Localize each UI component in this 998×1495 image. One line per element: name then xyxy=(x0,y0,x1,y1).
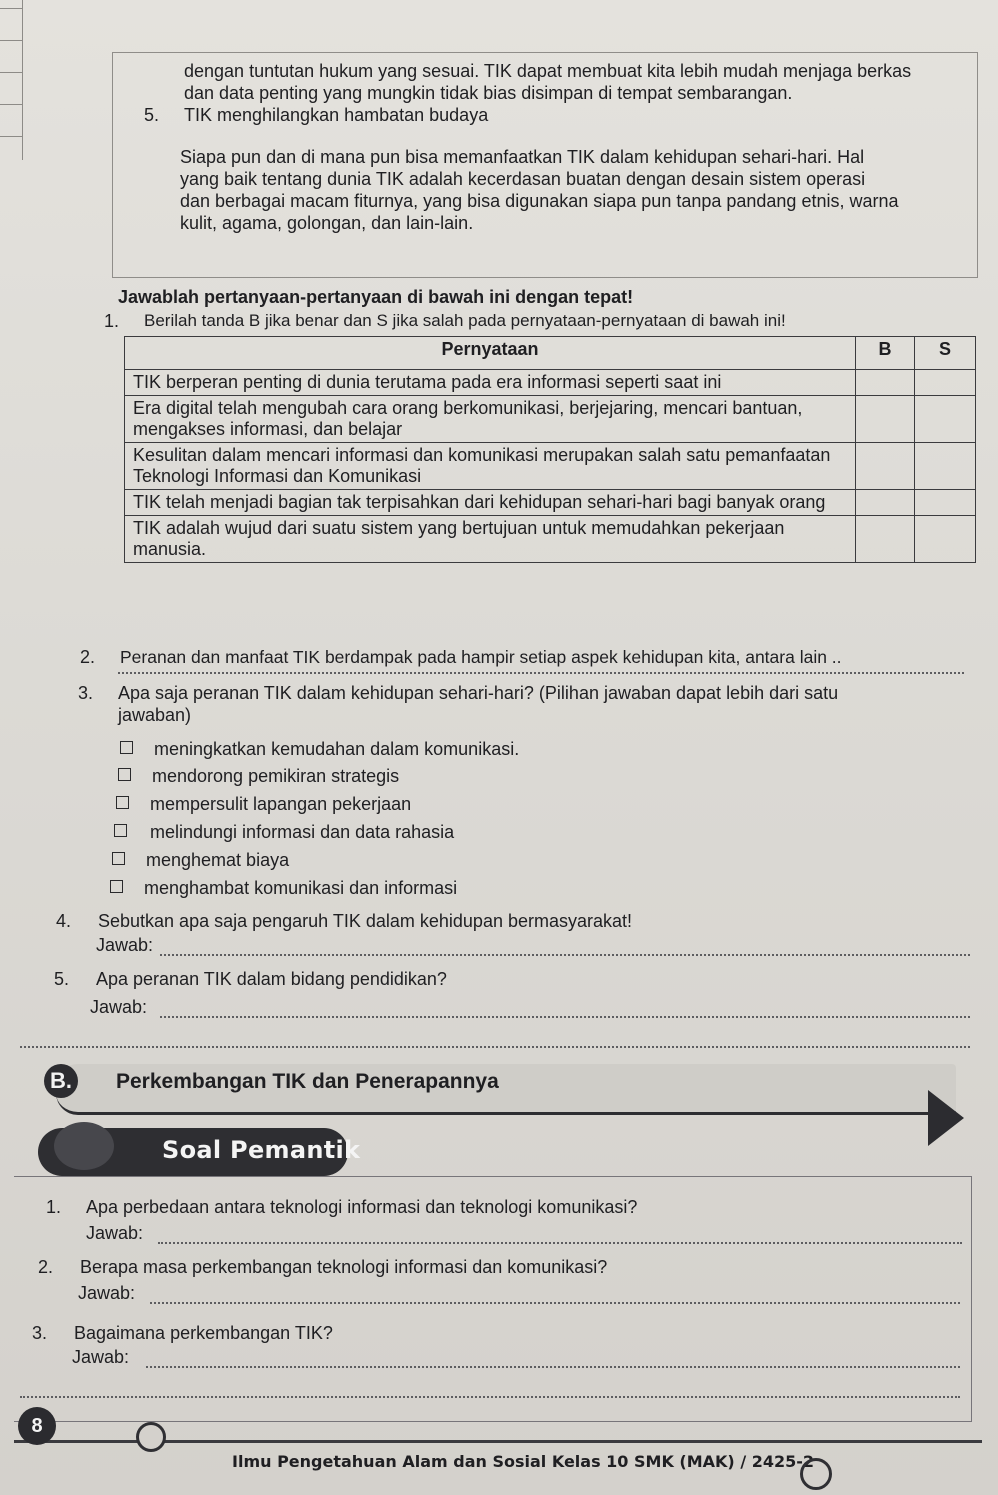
statement-cell: Kesulitan dalam mencari informasi dan komunikasi merupakan salah satu pemanfaatan Teknologi Informasi dan Komunikasi xyxy=(125,443,856,490)
q3-number: 3. xyxy=(78,683,94,703)
answer-cell-b[interactable] xyxy=(856,516,915,563)
q1-number: 1. xyxy=(104,311,120,331)
q4-answer-line[interactable] xyxy=(160,954,970,956)
true-false-table xyxy=(124,336,976,563)
footer-circle-icon xyxy=(800,1458,832,1490)
sp-q2-text: Berapa masa perkembangan teknologi informasi dan komunikasi? xyxy=(80,1257,608,1277)
q4-text: Sebutkan apa saja pengaruh TIK dalam kehidupan bermasyarakat! xyxy=(98,911,633,931)
answer-cell-s[interactable] xyxy=(915,443,976,490)
option-label: menghemat biaya xyxy=(146,850,290,870)
table-row xyxy=(125,516,976,563)
soal-pemantik-label: Soal Pemantik xyxy=(162,1136,361,1164)
point5-line-1: Siapa pun dan di mana pun bisa memanfaatkan TIK dalam kehidupan sehari-hari. Hal xyxy=(180,147,865,167)
answer-cell-s[interactable] xyxy=(915,396,976,443)
point5-title: TIK menghilangkan hambatan budaya xyxy=(184,105,489,125)
option-label: mempersulit lapangan pekerjaan xyxy=(150,794,412,814)
q2-text: Peranan dan manfaat TIK berdampak pada hampir setiap aspek kehidupan kita, antara lain .. xyxy=(120,647,842,667)
sp-q3-text: Bagaimana perkembangan TIK? xyxy=(74,1323,333,1343)
header-b: B xyxy=(856,337,915,370)
table-row xyxy=(125,443,976,490)
q3-text: Apa saja peranan TIK dalam kehidupan sehari-hari? (Pilihan jawaban dapat lebih dari satu xyxy=(118,683,839,703)
option-label: menghambat komunikasi dan informasi xyxy=(144,878,458,898)
statement-cell: TIK telah menjadi bagian tak terpisahkan dari kehidupan sehari-hari bagi banyak orang xyxy=(125,490,856,516)
table-row xyxy=(125,490,976,516)
answer-cell-s[interactable] xyxy=(915,370,976,396)
point5-line-4: kulit, agama, golongan, dan lain-lain. xyxy=(180,213,474,233)
sp-q3-number: 3. xyxy=(32,1323,48,1343)
option-checkbox[interactable] xyxy=(116,796,129,809)
q5-text: Apa peranan TIK dalam bidang pendidikan? xyxy=(96,969,447,989)
option-checkbox[interactable] xyxy=(120,741,133,754)
option-label: mendorong pemikiran strategis xyxy=(152,766,400,786)
answer-cell-b[interactable] xyxy=(856,396,915,443)
answer-cell-b[interactable] xyxy=(856,490,915,516)
sp-q3-answer-line-2[interactable] xyxy=(20,1396,960,1398)
sp-q1-number: 1. xyxy=(46,1197,62,1217)
table-row xyxy=(125,396,976,443)
header-pernyataan: Pernyataan xyxy=(125,337,856,370)
statement-cell: TIK adalah wujud dari suatu sistem yang bertujuan untuk memudahkan pekerjaan manusia. xyxy=(125,516,856,563)
q5-answer-line[interactable] xyxy=(160,1016,970,1018)
option-checkbox[interactable] xyxy=(118,768,131,781)
sp-q3-answer-label: Jawab: xyxy=(72,1347,130,1367)
sp-q1-answer-line[interactable] xyxy=(158,1242,962,1244)
sp-q1-text: Apa perbedaan antara teknologi informasi dan teknologi komunikasi? xyxy=(86,1197,638,1217)
option-checkbox[interactable] xyxy=(114,824,127,837)
q1-text: Berilah tanda B jika benar dan S jika salah pada pernyataan-pernyataan di bawah ini! xyxy=(144,311,786,330)
point5-number: 5. xyxy=(144,105,160,125)
header-s: S xyxy=(915,337,976,370)
statement-cell: Era digital telah mengubah cara orang berkomunikasi, berjejaring, mencari bantuan, mengakses informasi, dan belajar xyxy=(125,396,856,443)
q2-number: 2. xyxy=(80,647,96,667)
intro-line-2: dan data penting yang mungkin tidak bias disimpan di tempat sembarangan. xyxy=(184,83,793,103)
q5-answer-label: Jawab: xyxy=(90,997,148,1017)
q5-number: 5. xyxy=(54,969,70,989)
option-checkbox[interactable] xyxy=(112,852,125,865)
answer-cell-s[interactable] xyxy=(915,516,976,563)
table-header-row xyxy=(125,337,976,370)
q2-answer-line[interactable] xyxy=(118,672,964,674)
q5-answer-line-2[interactable] xyxy=(20,1046,970,1048)
point5-line-3: dan berbagai macam fiturnya, yang bisa digunakan siapa pun tanpa pandang etnis, warna xyxy=(180,191,899,211)
q3-text-cont: jawaban) xyxy=(118,705,192,725)
page-binding-edge xyxy=(0,0,23,160)
section-b-letter: B. xyxy=(44,1064,78,1098)
statement-cell: TIK berperan penting di dunia terutama pada era informasi seperti saat ini xyxy=(125,370,856,396)
q4-answer-label: Jawab: xyxy=(96,935,154,955)
page-number: 8 xyxy=(18,1407,56,1445)
instruction-heading: Jawablah pertanyaan-pertanyaan di bawah ini dengan tepat! xyxy=(118,287,634,307)
answer-cell-b[interactable] xyxy=(856,370,915,396)
footer-book-title: Ilmu Pengetahuan Alam dan Sosial Kelas 10 SMK (MAK) / 2425-2 xyxy=(232,1452,815,1471)
table-row xyxy=(125,370,976,396)
footer-circle-icon xyxy=(136,1422,166,1452)
sp-q2-number: 2. xyxy=(38,1257,54,1277)
option-checkbox[interactable] xyxy=(110,880,123,893)
q4-number: 4. xyxy=(56,911,72,931)
answer-cell-s[interactable] xyxy=(915,490,976,516)
speech-bubble-icon xyxy=(54,1122,114,1170)
sp-q2-answer-line[interactable] xyxy=(150,1302,960,1304)
sp-q1-answer-label: Jawab: xyxy=(86,1223,144,1243)
section-b-title: Perkembangan TIK dan Penerapannya xyxy=(116,1070,499,1093)
sp-q2-answer-label: Jawab: xyxy=(78,1283,136,1303)
answer-cell-b[interactable] xyxy=(856,443,915,490)
point5-line-2: yang baik tentang dunia TIK adalah kecerdasan buatan dengan desain sistem operasi xyxy=(180,169,866,189)
option-label: meningkatkan kemudahan dalam komunikasi. xyxy=(154,739,520,759)
arrow-icon xyxy=(928,1090,964,1146)
sp-q3-answer-line[interactable] xyxy=(146,1366,960,1368)
option-label: melindungi informasi dan data rahasia xyxy=(150,822,455,842)
intro-line-1: dengan tuntutan hukum yang sesuai. TIK dapat membuat kita lebih mudah menjaga berkas xyxy=(184,61,912,81)
